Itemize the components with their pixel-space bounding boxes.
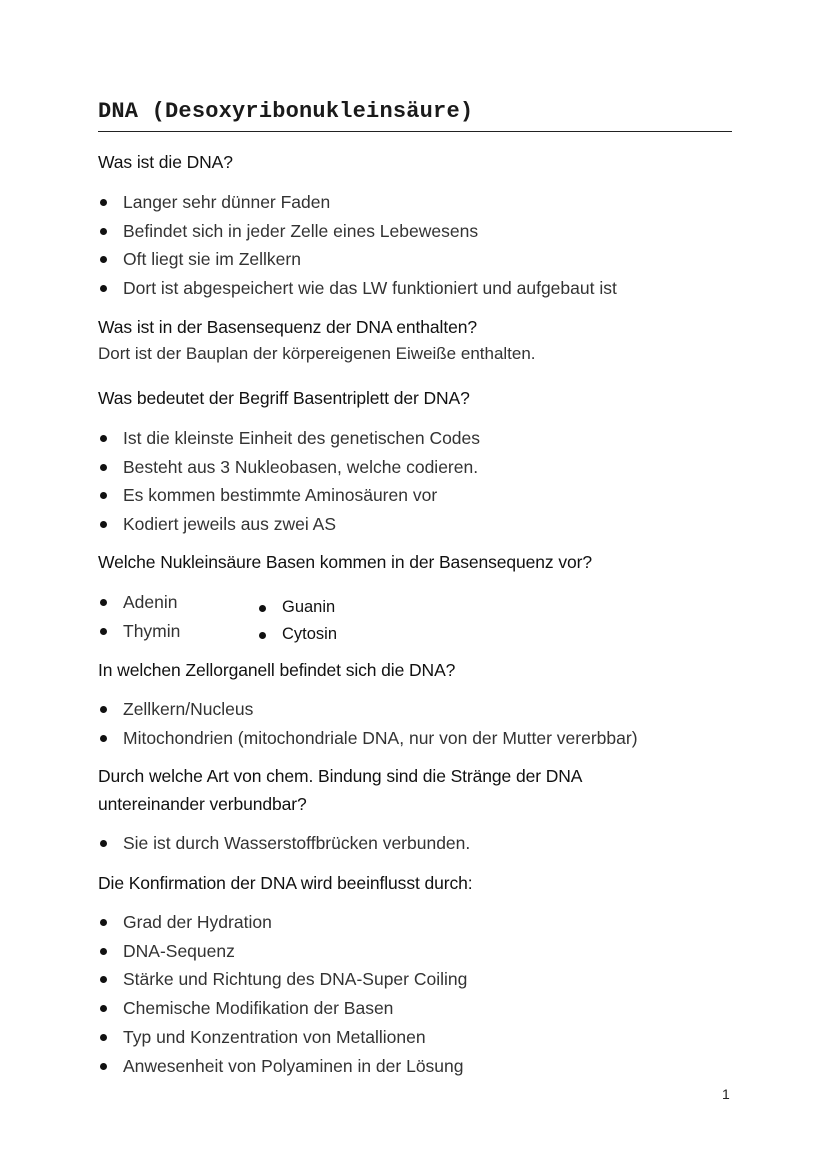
list-item: Adenin: [98, 588, 180, 617]
list-item: Typ und Konzentration von Metallionen: [98, 1023, 467, 1052]
list-item: Oft liegt sie im Zellkern: [98, 245, 617, 274]
list-item: Ist die kleinste Einheit des genetischen Codes: [98, 424, 480, 453]
question-what-is-dna: Was ist die DNA?: [98, 152, 233, 172]
list-item: Langer sehr dünner Faden: [98, 188, 617, 217]
list-item: Grad der Hydration: [98, 908, 467, 937]
question-chemical-bond-line1: Durch welche Art von chem. Bindung sind die Stränge der DNA: [98, 766, 583, 786]
list-item: Kodiert jeweils aus zwei AS: [98, 510, 480, 539]
list-item: Mitochondrien (mitochondriale DNA, nur von der Mutter vererbbar): [98, 724, 638, 753]
list-item: Es kommen bestimmte Aminosäuren vor: [98, 481, 480, 510]
list-item: Chemische Modifikation der Basen: [98, 994, 467, 1023]
document-page: [98, 0, 732, 1171]
answer-base-sequence: Dort ist der Bauplan der körpereigenen Eiweiße enthalten.: [98, 344, 536, 363]
list-item: Befindet sich in jeder Zelle eines Lebewesens: [98, 217, 617, 246]
list-item: Anwesenheit von Polyaminen in der Lösung: [98, 1052, 467, 1081]
list-item: Stärke und Richtung des DNA-Super Coiling: [98, 965, 467, 994]
question-chemical-bond: [98, 762, 582, 818]
bullet-list-base-triplet: [98, 424, 480, 539]
list-item: Besteht aus 3 Nukleobasen, welche codieren.: [98, 453, 480, 482]
question-base-sequence: Was ist in der Basensequenz der DNA enthalten?: [98, 317, 477, 337]
page-number: 1: [722, 1086, 730, 1102]
bullet-list-what-is-dna: [98, 188, 617, 303]
question-conformation: Die Konfirmation der DNA wird beeinflusst durch:: [98, 873, 473, 893]
list-item: DNA-Sequenz: [98, 937, 467, 966]
list-item: Sie ist durch Wasserstoffbrücken verbunden.: [98, 829, 470, 858]
question-cell-organelle: In welchen Zellorganell befindet sich die DNA?: [98, 660, 456, 680]
bullet-list-nucleobases-right: [257, 594, 337, 648]
list-item: Zellkern/Nucleus: [98, 695, 638, 724]
question-base-triplet: Was bedeutet der Begriff Basentriplett der DNA?: [98, 388, 470, 408]
list-item: Thymin: [98, 617, 180, 646]
bullet-list-cell-organelle: [98, 695, 638, 752]
question-nucleobases: Welche Nukleinsäure Basen kommen in der Basensequenz vor?: [98, 552, 592, 572]
list-item: Dort ist abgespeichert wie das LW funktioniert und aufgebaut ist: [98, 274, 617, 303]
list-item: Guanin: [257, 594, 337, 621]
bullet-list-chemical-bond: [98, 829, 470, 858]
question-chemical-bond-line2: untereinander verbundbar?: [98, 794, 307, 814]
list-item: Cytosin: [257, 621, 337, 648]
document-title: DNA (Desoxyribonukleinsäure): [98, 96, 732, 132]
bullet-list-nucleobases-left: [98, 588, 180, 645]
bullet-list-conformation: [98, 908, 467, 1080]
